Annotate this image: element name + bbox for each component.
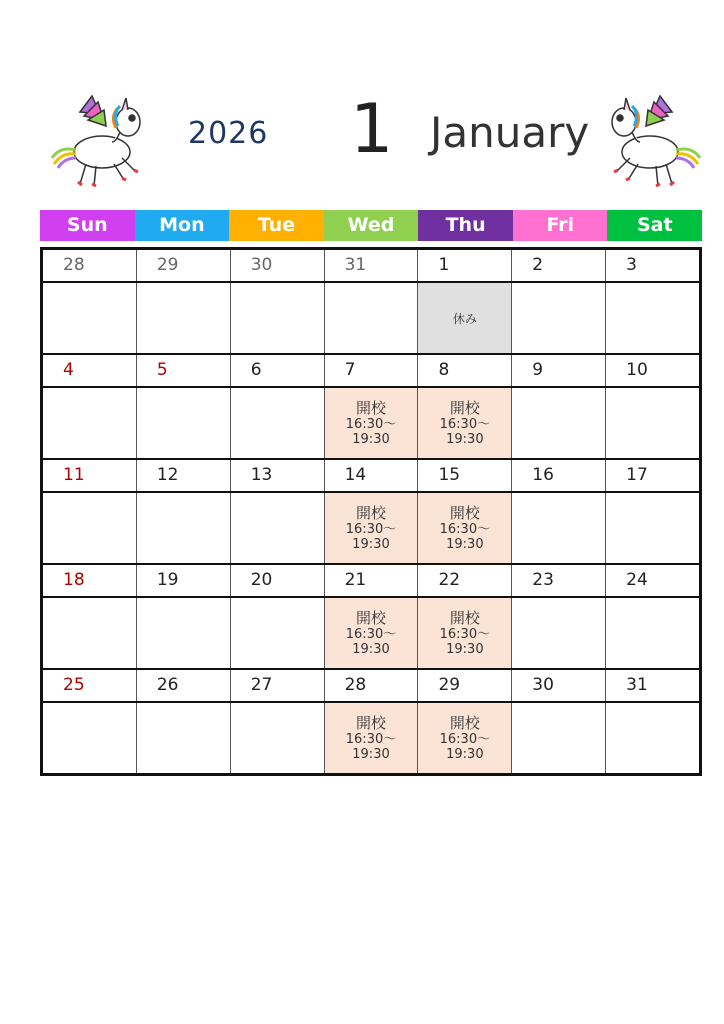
day-content-cell [417,283,511,353]
day-content-cell [136,388,230,458]
day-number: 31 [626,675,648,695]
day-number: 7 [344,360,356,380]
day-number: 17 [626,465,648,485]
calendar-week [43,563,699,668]
day-number: 27 [250,675,273,695]
day-content-cell [324,388,418,458]
day-cell [511,250,605,281]
event-text: 16:30～ [345,731,397,747]
school-open-event [325,703,418,773]
day-content-row [43,703,699,773]
day-number: 25 [63,675,85,695]
school-open-event [418,388,511,458]
day-number: 28 [63,255,85,275]
day-content-cell [605,703,699,773]
school-open-event [325,493,418,563]
day-cell [230,355,324,386]
day-number: 30 [532,675,554,695]
day-number: 22 [438,570,461,590]
event-text: 開校 [356,608,387,627]
day-cell [230,250,324,281]
day-number-row [43,670,699,703]
day-cell [43,670,136,701]
day-number: 13 [250,465,273,485]
day-number: 31 [344,255,367,275]
day-number-row [43,565,699,598]
day-number: 28 [344,675,367,695]
event-text: 16:30～ [439,626,491,642]
day-cell [324,355,418,386]
event-text: 19:30 [352,431,390,447]
day-cell [605,670,699,701]
day-content-cell [511,703,605,773]
day-number: 15 [438,465,461,485]
day-content-cell [511,493,605,563]
day-number: 10 [626,360,648,380]
day-content-cell [230,283,324,353]
day-cell [43,565,136,596]
calendar-grid [40,247,702,776]
day-content-cell [511,388,605,458]
weekday-sun: Sun [40,210,135,241]
day-content-cell [136,703,230,773]
day-content-cell [230,598,324,668]
day-content-cell [230,493,324,563]
event-text: 19:30 [352,641,390,657]
event-text: 開校 [449,608,480,627]
event-text: 16:30～ [439,416,491,432]
day-cell [136,355,230,386]
day-content-cell [324,283,418,353]
weekday-tue: Tue [229,210,324,241]
day-content-cell [230,388,324,458]
school-open-event [418,703,511,773]
day-number: 29 [438,675,461,695]
day-number: 8 [438,360,450,380]
event-text: 16:30～ [439,731,491,747]
day-cell [136,460,230,491]
day-number: 20 [250,570,273,590]
day-number: 12 [156,465,179,485]
day-content-cell [511,598,605,668]
day-cell [230,460,324,491]
day-number: 21 [344,570,367,590]
day-cell [605,565,699,596]
day-cell [511,565,605,596]
day-number: 2 [532,255,544,275]
weekday-thu: Thu [418,210,513,241]
event-text: 開校 [449,713,480,732]
event-text: 開校 [356,398,387,417]
day-content-cell [417,703,511,773]
event-text: 19:30 [352,536,390,552]
day-number: 6 [250,360,262,380]
day-content-cell [136,598,230,668]
day-content-cell [324,703,418,773]
closed-day-event [418,283,511,353]
day-content-row [43,493,699,563]
event-text: 開校 [356,503,387,522]
day-number: 4 [63,360,74,380]
day-content-cell [43,703,136,773]
day-cell [43,355,136,386]
day-content-cell [417,388,511,458]
day-cell [511,355,605,386]
month-number: 1 [350,90,394,169]
day-content-row [43,388,699,458]
day-content-cell [605,283,699,353]
day-content-cell [417,598,511,668]
day-number: 3 [626,255,637,275]
day-number: 24 [626,570,648,590]
day-content-cell [43,283,136,353]
weekday-sat: Sat [607,210,702,241]
day-number: 18 [63,570,85,590]
school-open-event [418,598,511,668]
calendar-week [43,668,699,773]
event-text: 19:30 [352,746,390,762]
day-number-row [43,250,699,283]
day-cell [136,670,230,701]
unicorn-icon [40,92,152,192]
day-cell [511,670,605,701]
day-content-row [43,598,699,668]
day-cell [324,670,418,701]
day-number-row [43,355,699,388]
day-number: 23 [532,570,554,590]
day-cell [417,670,511,701]
day-content-cell [324,493,418,563]
day-content-cell [605,388,699,458]
weekday-header [40,210,702,241]
day-cell [324,565,418,596]
day-cell [43,460,136,491]
weekday-mon: Mon [135,210,230,241]
day-number: 19 [156,570,179,590]
day-number: 29 [156,255,179,275]
day-content-cell [43,598,136,668]
school-open-event [325,388,418,458]
day-cell [605,355,699,386]
event-text: 19:30 [446,431,484,447]
calendar-week [43,250,699,353]
day-number: 5 [156,360,168,380]
weekday-wed: Wed [324,210,419,241]
school-open-event [418,493,511,563]
day-cell [43,250,136,281]
unicorn-icon [600,92,712,192]
day-content-cell [605,493,699,563]
day-cell [230,565,324,596]
event-text: 16:30～ [345,521,397,537]
event-text: 休み [452,311,477,326]
calendar-year: 2026 [188,116,269,151]
day-cell [417,250,511,281]
calendar-week [43,458,699,563]
day-content-cell [511,283,605,353]
day-number: 1 [438,255,450,275]
day-cell [417,460,511,491]
day-number: 30 [250,255,273,275]
day-cell [324,460,418,491]
day-number: 26 [156,675,179,695]
day-cell [417,565,511,596]
day-content-cell [136,283,230,353]
day-content-cell [324,598,418,668]
day-cell [605,250,699,281]
school-open-event [325,598,418,668]
event-text: 16:30～ [345,416,397,432]
event-text: 16:30～ [345,626,397,642]
day-number: 16 [532,465,554,485]
day-number-row [43,460,699,493]
event-text: 19:30 [446,746,484,762]
day-cell [605,460,699,491]
day-content-row [43,283,699,353]
day-cell [136,250,230,281]
event-text: 開校 [449,503,480,522]
event-text: 開校 [449,398,480,417]
day-content-cell [43,493,136,563]
event-text: 19:30 [446,641,484,657]
day-cell [511,460,605,491]
event-text: 19:30 [446,536,484,552]
day-number: 14 [344,465,367,485]
calendar-week [43,353,699,458]
day-content-cell [136,493,230,563]
event-text: 開校 [356,713,387,732]
day-cell [417,355,511,386]
event-text: 16:30～ [439,521,491,537]
day-number: 9 [532,360,544,380]
day-content-cell [605,598,699,668]
day-cell [230,670,324,701]
month-name: January [430,108,590,157]
day-cell [136,565,230,596]
weekday-fri: Fri [513,210,608,241]
day-content-cell [230,703,324,773]
day-number: 11 [63,465,85,485]
day-cell [324,250,418,281]
day-content-cell [43,388,136,458]
day-content-cell [417,493,511,563]
